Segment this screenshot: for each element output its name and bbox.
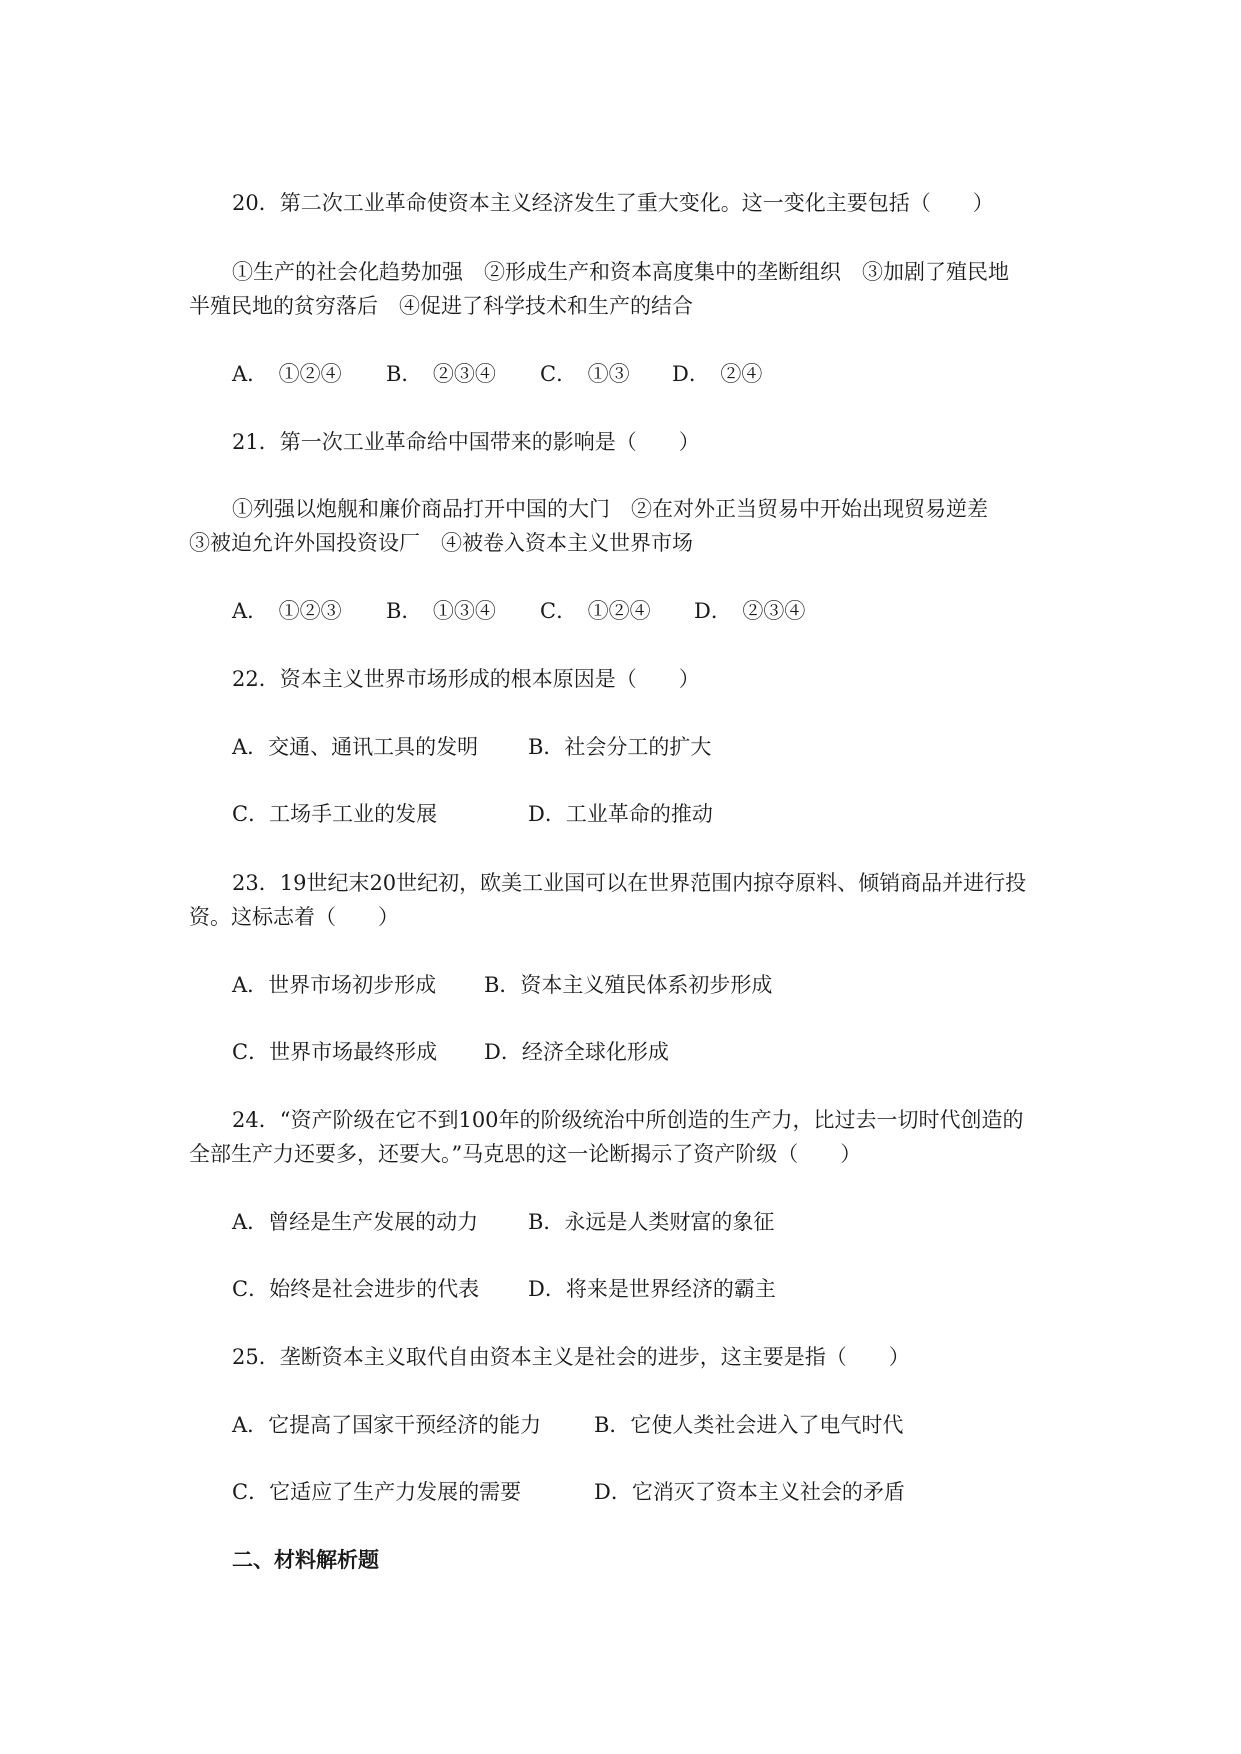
option-a: A． ①②③ [232,599,342,623]
option-b: B． ②③④ [386,362,496,386]
option-d: D． ②③④ [694,599,806,623]
option-a: A．交通、通讯工具的发明 [232,735,479,759]
question-statements: 半殖民地的贫穷落后 ④促进了科学技术和生产的结合 [189,294,693,318]
option-d: D． ②④ [672,362,763,386]
question-stem: 全部生产力还要多，还要大。”马克思的这一论断揭示了资产阶级（ ） [189,1142,862,1166]
option-d: D．工业革命的推动 [528,802,713,826]
option-d: D．经济全球化形成 [484,1040,669,1064]
option-c: C．工场手工业的发展 [232,802,438,826]
option-b: B．它使人类社会进入了电气时代 [594,1413,904,1437]
option-a: A．世界市场初步形成 [232,973,437,997]
question-stem: 24．“资产阶级在它不到100年的阶级统治中所创造的生产力，比过去一切时代创造的 [232,1108,1024,1132]
option-b: B．永远是人类财富的象征 [528,1210,775,1234]
option-a: A． ①②④ [232,362,342,386]
question-stem: 22．资本主义世界市场形成的根本原因是（ ） [232,667,700,691]
question-stem: 20．第二次工业革命使资本主义经济发生了重大变化。这一变化主要包括（ ） [232,191,994,215]
question-statements: ①生产的社会化趋势加强 ②形成生产和资本高度集中的垄断组织 ③加剧了殖民地 [232,260,1009,284]
question-stem: 23．19世纪末20世纪初，欧美工业国可以在世界范围内掠夺原料、倾销商品并进行投 [232,871,1027,895]
option-c: C．始终是社会进步的代表 [232,1277,480,1301]
option-c: C．它适应了生产力发展的需要 [232,1480,522,1504]
option-d: D．将来是世界经济的霸主 [528,1277,776,1301]
option-b: B． ①③④ [386,599,496,623]
option-c: C． ①②④ [540,599,651,623]
question-stem: 资。这标志着（ ） [189,905,399,929]
section-heading: 二、材料解析题 [232,1548,379,1572]
question-statements: ③被迫允许外国投资设厂 ④被卷入资本主义世界市场 [189,531,693,555]
option-b: B．资本主义殖民体系初步形成 [484,973,773,997]
option-c: C．世界市场最终形成 [232,1040,438,1064]
option-b: B．社会分工的扩大 [528,735,712,759]
question-stem: 21．第一次工业革命给中国带来的影响是（ ） [232,430,700,454]
option-d: D．它消灭了资本主义社会的矛盾 [594,1480,905,1504]
question-statements: ①列强以炮舰和廉价商品打开中国的大门 ②在对外正当贸易中开始出现贸易逆差 [232,497,988,521]
option-a: A．曾经是生产发展的动力 [232,1210,479,1234]
question-stem: 25．垄断资本主义取代自由资本主义是社会的进步，这主要是指（ ） [232,1345,910,1369]
option-c: C． ①③ [540,362,630,386]
option-a: A．它提高了国家干预经济的能力 [232,1413,542,1437]
